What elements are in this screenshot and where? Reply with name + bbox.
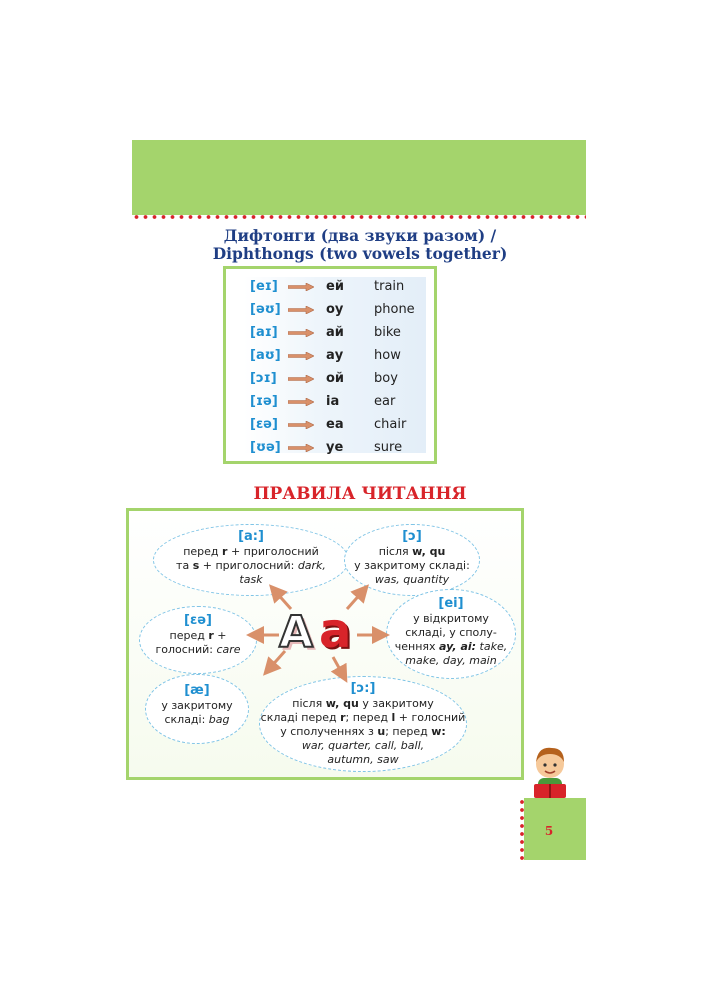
ukrainian-transcription: еа [326,417,344,432]
rule-text: та [176,559,193,572]
right-arrow-icon [288,306,314,314]
ipa-symbol: [ɛə] [250,417,278,432]
sound-label: [ɔ:] [350,681,376,696]
rule-text: ; перед [345,711,392,724]
letter-a-upper: A [279,607,314,658]
rule-letter: r [340,711,346,724]
rule-text: після [292,697,326,710]
reading-rules-panel [126,508,524,780]
example-word: boy [374,371,398,386]
rule-example: care [216,643,241,656]
diphthong-row [226,323,436,343]
rule-text: + голосний [395,711,466,724]
example-word: sure [374,440,403,455]
rule-letter: l [391,711,396,724]
rule-text: у закритому [358,697,434,710]
rule-example: bag [208,713,230,726]
ipa-symbol: [aɪ] [250,325,278,340]
right-arrow-icon [288,375,314,383]
diphthong-row [226,300,436,320]
ukrainian-transcription: уе [326,440,344,455]
page-title-ukr: Дифтонги (два звуки разом) / [223,226,497,245]
rule-text: + приголосний: [199,559,298,572]
ukrainian-transcription: ей [326,279,344,294]
rule-text: + приголосний [227,545,319,558]
diphthong-row [226,438,436,458]
rule-text: ченнях [394,640,440,653]
rule-letter: w: [431,725,446,738]
diphthong-row [226,369,436,389]
diphthong-row [226,415,436,435]
rule-text: перед [183,545,223,558]
rules-title: ПРАВИЛА ЧИТАННЯ [253,484,467,504]
rule-letter: ay, ai: [439,640,477,653]
ukrainian-transcription: ай [326,325,344,340]
diphthong-row [226,277,436,297]
rule-example: was, quantity [374,573,450,586]
diphthong-row [226,392,436,412]
rule-letter: r [222,545,228,558]
header-banner [132,140,586,215]
right-arrow-icon [288,398,314,406]
ukrainian-transcription: ой [326,371,345,386]
diphthong-row [226,346,436,366]
rule-text: складі: [164,713,209,726]
sound-label: [a:] [238,529,264,544]
ipa-symbol: [əʊ] [250,302,281,317]
ipa-symbol: [ɔɪ] [250,371,277,386]
sound-label: [ɛə] [184,613,212,628]
rule-text: після [378,545,413,558]
rule-example: dark, [297,559,326,572]
rule-letter: s [192,559,200,572]
rule-text: у сполученнях з [280,725,378,738]
right-arrow-icon [288,421,314,429]
sound-label: [ei] [438,596,464,611]
rule-example: make, day, main [405,654,497,667]
sound-label: [ɔ] [402,529,422,544]
rule-text: у закритому [161,699,233,712]
ipa-symbol: [eɪ] [250,279,278,294]
rule-letter: w, qu [412,545,446,558]
rule-text: у закритому складі: [354,559,470,572]
rule-text: + [213,629,227,642]
boy-eye [553,763,556,766]
rule-example: autumn, saw [327,753,399,766]
example-word: how [374,348,401,363]
page-title-eng: Diphthongs (two vowels together) [212,244,508,263]
sound-label: [æ] [184,683,210,698]
boy-eye [543,763,546,766]
ukrainian-transcription: іа [326,394,340,409]
rule-letter: u [377,725,386,738]
page-number: 5 [544,824,554,838]
rule-letter: r [208,629,214,642]
ukrainian-transcription: ау [326,348,344,363]
rule-letter: w, qu [325,697,359,710]
ipa-symbol: [ɪə] [250,394,278,409]
rule-text: ; перед [385,725,432,738]
ipa-symbol: [ʊə] [250,440,281,455]
rule-example: task [239,573,263,586]
example-word: ear [374,394,396,409]
letter-a-lower: a [319,603,352,659]
arrow-down-right [333,657,343,675]
example-word: train [374,279,405,294]
rule-example: war, quarter, call, ball, [301,739,425,752]
right-arrow-icon [288,283,314,291]
ipa-symbol: [aʊ] [250,348,281,363]
example-word: chair [374,417,407,432]
rule-example: take, [476,640,508,653]
rule-text: складі перед [260,711,341,724]
ukrainian-transcription: оу [326,302,344,317]
diphthong-table [223,266,437,464]
rule-text: перед [169,629,209,642]
right-arrow-icon [288,329,314,337]
dotted-divider [132,214,586,220]
right-arrow-icon [288,444,314,452]
example-word: bike [374,325,401,340]
example-word: phone [374,302,415,317]
rule-text: голосний: [155,643,217,656]
tab-dotted-edge [519,798,525,860]
right-arrow-icon [288,352,314,360]
rule-text: складі, у сполу- [405,626,497,639]
rule-text: у відкритому [413,612,489,625]
